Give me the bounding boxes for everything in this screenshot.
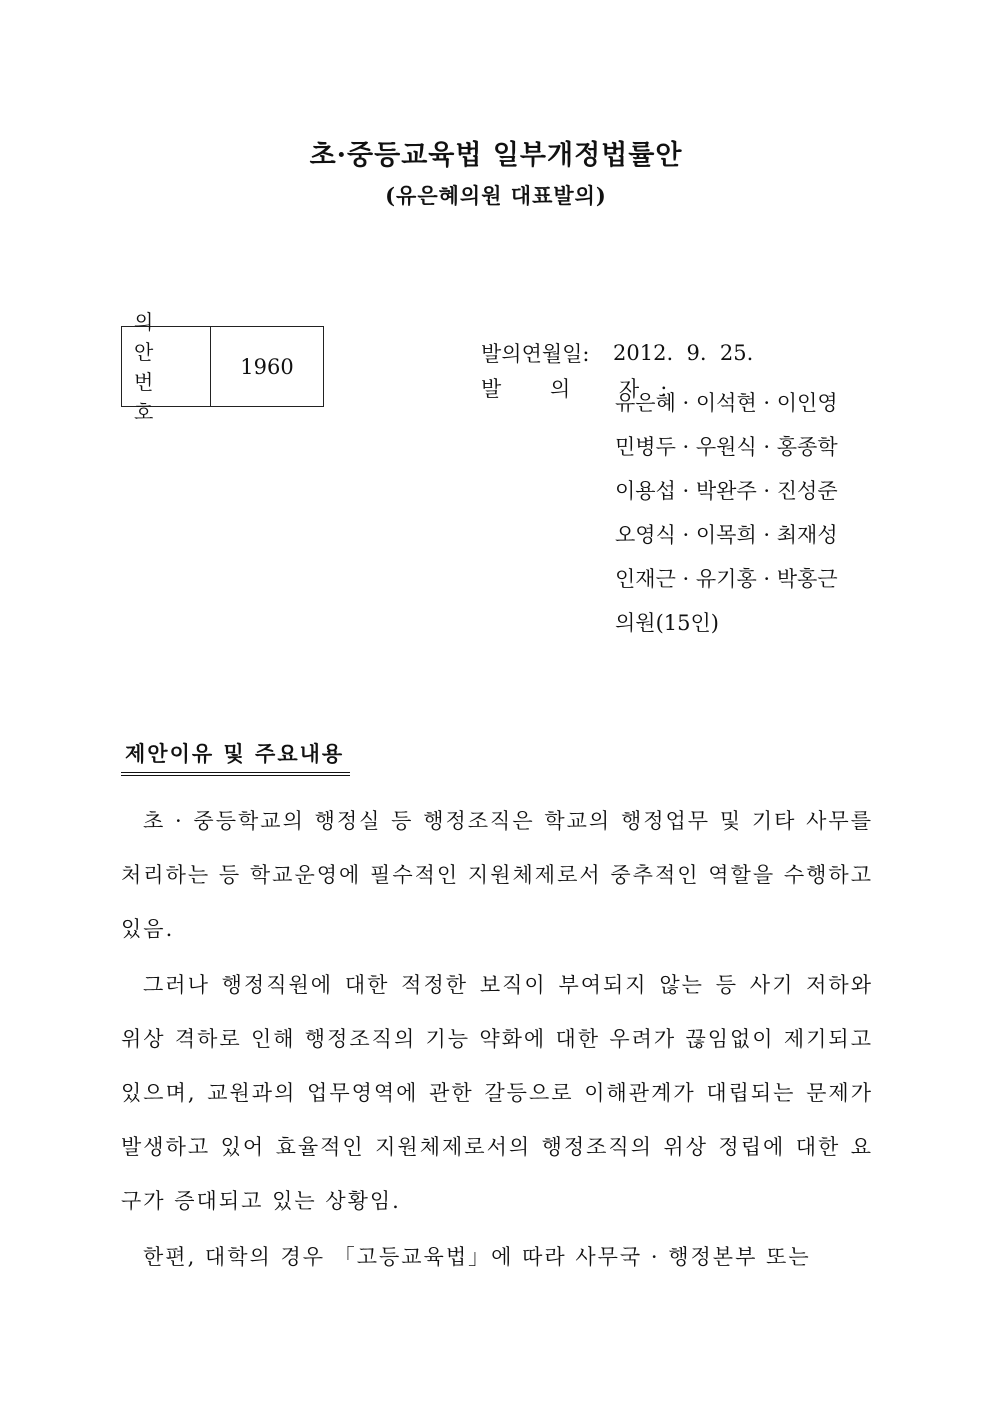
proposal-date-row [481, 335, 753, 370]
proposer-line: 이용섭 · 박완주 · 진성준 [615, 479, 838, 503]
proposal-date-value: 2012. 9. 25. [613, 340, 754, 365]
body-paragraph: 그러나 행정직원에 대한 적정한 보직이 부여되지 않는 등 사기 저하와 위상 격하로 인해 행정조직의 기능 약화에 대한 우려가 끊임없이 제기되고 있으며, 교원과의 업무영역에 관한 갈등으로 이해관계가 대립되는 문제가 발생하고 있어 효율적인 지원체제로서의 행정조직의 위상 정립에 대한 요구가 증대되고 있는 상황임. [121, 973, 873, 1213]
section-heading: 제안이유 및 주요내용 [121, 738, 350, 776]
bill-number-label [122, 309, 211, 424]
proposer-label: 발 의 자: [481, 376, 689, 401]
proposer-line: 민병두 · 우원식 · 홍종학 [615, 435, 838, 459]
bill-number-label-line2: 번 호 [134, 369, 166, 424]
bill-number-box [121, 309, 324, 424]
section-body [121, 794, 873, 1286]
body-paragraph: 초 · 중등학교의 행정실 등 행정조직은 학교의 행정업무 및 기타 사무를 처리하는 등 학교운영에 필수적인 지원체제로서 중추적인 역할을 수행하고 있음. [121, 809, 873, 941]
document-title: 초·중등교육법 일부개정법률안 [309, 140, 683, 171]
body-paragraph: 한편, 대학의 경우 「고등교육법」에 따라 사무국 · 행정본부 또는 [143, 1245, 811, 1269]
proposal-date-label: 발의연월일: [481, 341, 590, 366]
proposer-line: 유은혜 · 이석현 · 이인영 [615, 391, 838, 415]
document-subtitle: (유은혜의원 대표발의) [385, 183, 607, 208]
proposer-list [615, 381, 838, 645]
proposer-line: 인재근 · 유기홍 · 박홍근 [615, 567, 838, 591]
bill-number-label-line1: 의 안 [134, 309, 166, 364]
proposer-line: 오영식 · 이목희 · 최재성 [615, 523, 838, 547]
bill-number-value: 1960 [240, 354, 294, 379]
proposer-count: 의원(15인) [615, 611, 719, 635]
